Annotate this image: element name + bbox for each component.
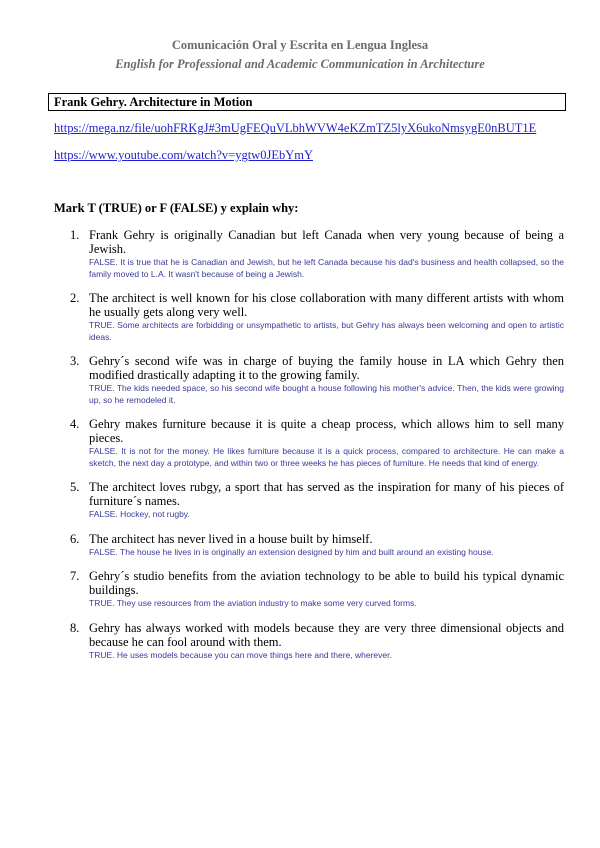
item-number: 4. [70, 417, 80, 431]
item-answer: TRUE. Some architects are forbidding or unsympathetic to artists, but Gehry has always been welcoming and open to artistic ideas. [89, 320, 564, 342]
item-number: 7. [70, 569, 80, 583]
item-answer: FALSE. Hockey, not rugby. [89, 509, 190, 519]
item-number: 1. [70, 228, 80, 242]
item-statement: The architect is well known for his close collaboration with many different artists with whom he usually gets along very well. [89, 291, 564, 319]
list-item [70, 480, 564, 521]
item-statement: The architect loves rubgy, a sport that has served as the inspiration for many of his pieces of furniture´s names. [89, 480, 564, 508]
list-item [70, 621, 564, 662]
item-number: 2. [70, 291, 80, 305]
list-item [70, 291, 564, 343]
item-statement: Frank Gehry is originally Canadian but left Canada when very young because of being a Jewish. [89, 228, 564, 256]
list-item [70, 532, 564, 559]
list-item [70, 228, 564, 280]
document-header [0, 38, 600, 72]
item-statement: Gehry makes furniture because it is quite a cheap process, which allows him to sell many pieces. [89, 417, 564, 445]
youtube-video-link[interactable]: https://www.youtube.com/watch?v=ygtw0JEbYmY [54, 148, 313, 162]
item-number: 8. [70, 620, 80, 635]
course-title: Comunicación Oral y Escrita en Lengua Inglesa [171, 38, 429, 52]
item-answer: FALSE. It is not for the money. He likes furniture because it is a quick process, compared to architecture. He can make a sketch, the next day a prototype, and within two or three weeks he has pieces of furniture. He needs that kind of energy. [89, 446, 564, 468]
course-subtitle: English for Professional and Academic Communication in Architecture [115, 57, 485, 71]
true-false-list [70, 228, 564, 672]
item-statement: The architect has never lived in a house built by himself. [89, 531, 373, 546]
item-answer: TRUE. The kids needed space, so his second wife bought a house following his mother's advice. Then, the kids were growing up, so he remodeled it. [89, 383, 564, 405]
item-number: 5. [70, 480, 80, 494]
item-number: 3. [70, 354, 80, 368]
list-item [70, 354, 564, 406]
exercise-instruction: Mark T (TRUE) or F (FALSE) y explain why: [54, 201, 299, 215]
item-answer: FALSE. The house he lives in is originally an extension designed by him and built around an existing house. [89, 546, 494, 557]
list-item [70, 417, 564, 469]
list-item [70, 569, 564, 610]
item-number: 6. [70, 531, 80, 546]
item-statement: Gehry´s second wife was in charge of buying the family house in LA which Gehry then modified drastically adapting it to the growing family. [89, 354, 564, 382]
mega-video-link[interactable]: https://mega.nz/file/uohFRKgJ#3mUgFEQuVLbhWVW4eKZmTZ5lyX6ukoNmsygE0nBUT1E [54, 121, 537, 135]
item-answer: TRUE. He uses models because you can move things here and there, wherever. [89, 649, 392, 660]
item-answer: FALSE. It is true that he is Canadian and Jewish, but he left Canada because his dad's business and health collapsed, so the family moved to L.A. It wasn't because of being a Jewish. [89, 257, 564, 279]
item-statement: Gehry has always worked with models because they are very three dimensional objects and because he can fool around with them. [89, 620, 564, 649]
item-statement: Gehry´s studio benefits from the aviation technology to be able to build his typical dynamic buildings. [89, 569, 564, 597]
item-answer: TRUE. They use resources from the aviation industry to make some very curved forms. [89, 598, 417, 608]
topic-title-box: Frank Gehry. Architecture in Motion [48, 93, 566, 111]
